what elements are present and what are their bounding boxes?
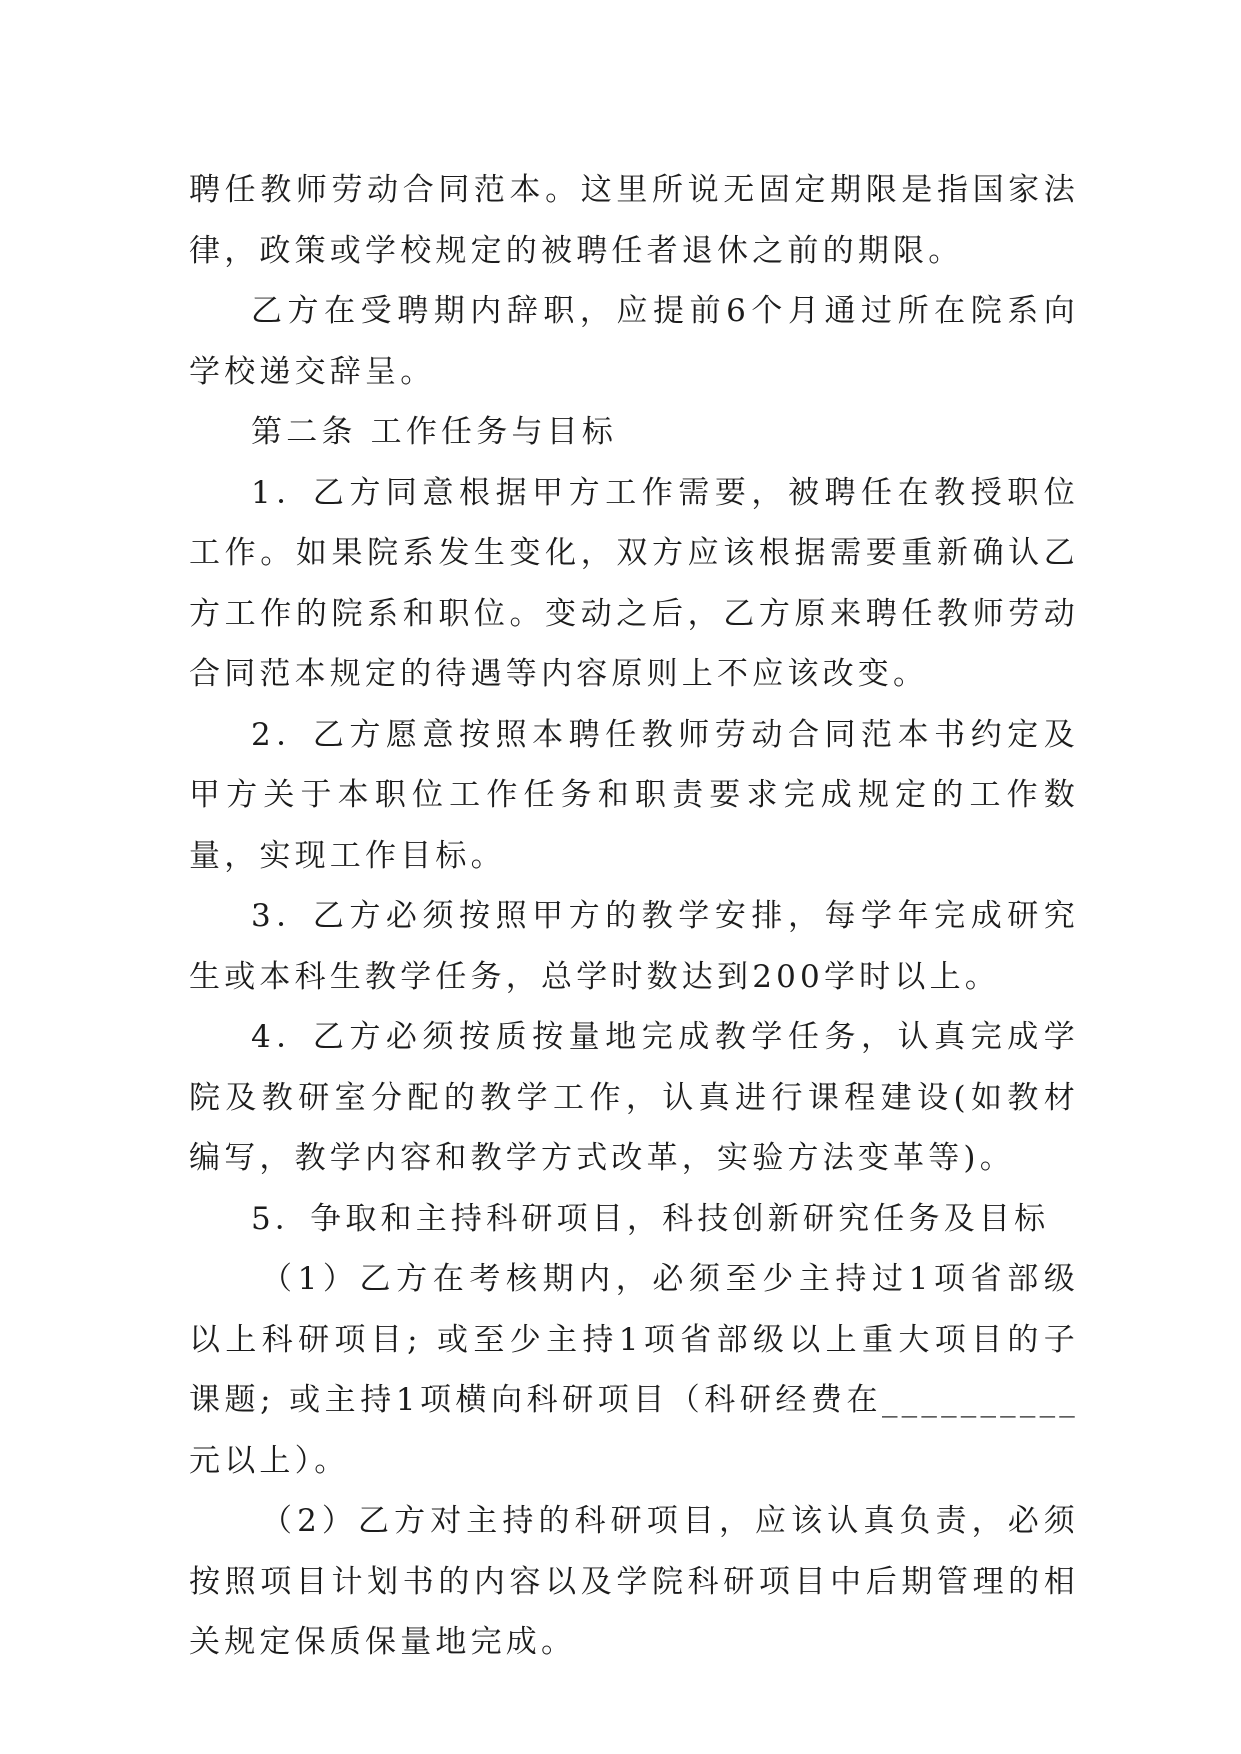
section-heading-article-2: 第二条 工作任务与目标 <box>251 414 618 450</box>
document-body <box>189 160 1079 1673</box>
clause-5: 5．争取和主持科研项目，科技创新研究任务及目标 <box>251 1200 1050 1237</box>
clause-4: 4．乙方必须按质按量地完成教学任务，认真完成学院及教研室分配的教学工作，认真进行课程建设(如教材编写，教学内容和教学方式改革，实验方法变革等)。 <box>189 1019 1079 1176</box>
paragraph-contract-term: 聘任教师劳动合同范本。这里所说无固定期限是指国家法律，政策或学校规定的被聘任者退休之前的期限。 <box>189 172 1079 269</box>
sub-clause-1: （1）乙方在考核期内，必须至少主持过1项省部级以上科研项目; 或至少主持1项省部级以上重大项目的子课题; 或主持1项横向科研项目（科研经费在__________元以上）。 <box>189 1261 1079 1479</box>
clause-3: 3．乙方必须按照甲方的教学安排，每学年完成研究生或本科生教学任务，总学时数达到200学时以上。 <box>189 898 1079 995</box>
paragraph-resignation: 乙方在受聘期内辞职，应提前6个月通过所在院系向学校递交辞呈。 <box>189 293 1079 390</box>
clause-1: 1．乙方同意根据甲方工作需要，被聘任在教授职位工作。如果院系发生变化，双方应该根据需要重新确认乙方工作的院系和职位。变动之后，乙方原来聘任教师劳动合同范本规定的待遇等内容原则上不应该改变。 <box>189 474 1079 692</box>
clause-2: 2．乙方愿意按照本聘任教师劳动合同范本书约定及甲方关于本职位工作任务和职责要求完成规定的工作数量，实现工作目标。 <box>189 716 1079 874</box>
sub-clause-2: （2）乙方对主持的科研项目，应该认真负责，必须按照项目计划书的内容以及学院科研项目中后期管理的相关规定保质保量地完成。 <box>189 1503 1079 1660</box>
